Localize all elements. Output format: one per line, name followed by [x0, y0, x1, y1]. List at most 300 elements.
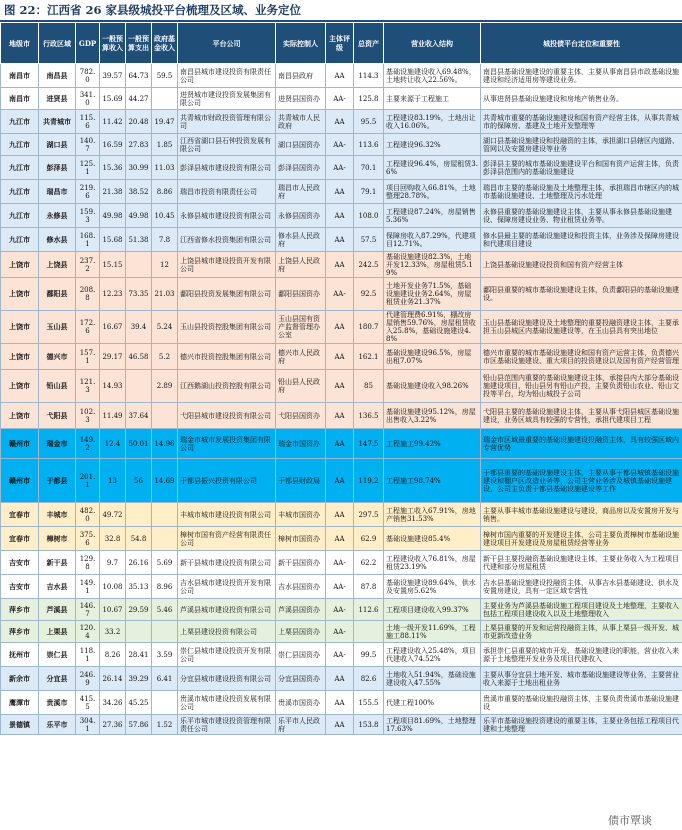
row-assets: 82.6 [354, 667, 384, 691]
row-assets: 112.6 [354, 599, 384, 621]
row-revenue-structure: 基础设施建设85.4% [384, 527, 481, 551]
row-revenue-structure: 基础设施建设95.12%，房屋出售收入3.22% [384, 403, 481, 429]
table-row [1, 643, 682, 667]
row-budget-expense: 29.59 [126, 599, 152, 621]
row-budget-expense: 38.52 [126, 180, 152, 204]
row-budget-revenue: 27.36 [100, 715, 126, 735]
row-fund-revenue: 21.03 [152, 278, 178, 311]
row-position: 承担崇仁县重要的城市开发、基础设施建设的职能，营业收入来源于土地整理开发业务及项目代建收入 [481, 643, 682, 667]
row-company: 于都县振兴投资有限公司 [178, 459, 276, 503]
row-assets: 57.5 [354, 228, 384, 252]
row-fund-revenue: 5.69 [152, 551, 178, 575]
header-rating: 主体评级 [326, 23, 354, 64]
row-assets: 125.8 [354, 88, 384, 110]
row-revenue-structure: 工程建设83.19%，土地出让收入16.06%。 [384, 110, 481, 134]
row-county: 铅山县 [39, 370, 76, 403]
table-row [1, 527, 682, 551]
row-county: 乐平市 [39, 715, 76, 735]
row-rating: AA [326, 459, 354, 503]
table-row [1, 551, 682, 575]
row-budget-revenue: 8.26 [100, 643, 126, 667]
row-position: 弋阳县主要的基础设施建设主体，主要从事弋阳县城区基础设施建设，业务区域具有较强的专营性，承担代建项目工程 [481, 403, 682, 429]
row-city: 上饶市 [1, 278, 39, 311]
row-county: 彭泽县 [39, 156, 76, 180]
row-budget-revenue: 14.93 [100, 370, 126, 403]
row-revenue-structure: 基础设施建设96.5%，房屋出租7.07% [384, 344, 481, 370]
row-fund-revenue: 11.03 [152, 156, 178, 180]
row-city: 上饶市 [1, 403, 39, 429]
row-fund-revenue [152, 403, 178, 429]
row-revenue-structure: 工程施工98.74% [384, 459, 481, 503]
row-controller: 德兴市人民政府 [276, 344, 326, 370]
row-position: 玉山县基础设施建设及土地整理的重要投融资建设主体，主要承担玉山县城区内基础设施建设等，在玉山县具有突出地位 [481, 311, 682, 344]
row-controller: 樟树市国资办 [276, 527, 326, 551]
row-rating: AA [326, 403, 354, 429]
row-fund-revenue: 1.52 [152, 715, 178, 735]
row-gdp: 129.8 [76, 551, 100, 575]
row-assets: 180.7 [354, 311, 384, 344]
row-gdp: 140.7 [76, 134, 100, 156]
row-position: 修水县最主要的基础设施建设和投资主体，业务涉及保障房建设和代建项目建设 [481, 228, 682, 252]
row-company: 江西鹅湖山投资控股有限公司 [178, 370, 276, 403]
row-company: 共青城市财政投资管理有限公司 [178, 110, 276, 134]
table-row [1, 344, 682, 370]
row-city: 九江市 [1, 134, 39, 156]
row-position: 鄱阳县重要的城市基础设施建设主体，负责鄱阳县的基础设施建设。 [481, 278, 682, 311]
row-company: 乐平市城市建设投资管理有限责任公司 [178, 715, 276, 735]
row-controller: 分宜县国资办 [276, 667, 326, 691]
row-fund-revenue [152, 88, 178, 110]
row-budget-expense: 45.25 [126, 691, 152, 715]
row-gdp: 237.2 [76, 252, 100, 278]
row-company: 贵溪市城市建设投资发展有限公司 [178, 691, 276, 715]
row-controller: 永修县国资办 [276, 204, 326, 228]
row-gdp: 115.6 [76, 110, 100, 134]
row-revenue-structure: 工程项目建设收入99.37% [384, 599, 481, 621]
row-position: 于都县重要的基础设施建设主体，主要从事于都县城镇基础设施建设和棚户区改造业务等，公司主营业务涉及城镇基础设施建设，公司主负责于都县基础设施建设等工作 [481, 459, 682, 503]
row-gdp: 146.7 [76, 599, 100, 621]
row-assets: 114.3 [354, 64, 384, 88]
row-county: 上栗县 [39, 621, 76, 643]
row-position: 上饶县基础设施建设投资和国有资产经营主体 [481, 252, 682, 278]
row-city: 景德镇 [1, 715, 39, 735]
row-controller: 瑞金市国资办 [276, 429, 326, 459]
row-city: 南昌市 [1, 64, 39, 88]
row-assets: 155.5 [354, 691, 384, 715]
row-county: 湖口县 [39, 134, 76, 156]
row-position: 共青城市重要的基础设施建设和国有资产经营主体，从事共青城市的保障房、基建及土地开发整理等 [481, 110, 682, 134]
row-company: 上饶县城市建设投资开发有限公司 [178, 252, 276, 278]
watermark-text: 债市覃谈 [608, 814, 652, 827]
row-city: 赣州市 [1, 459, 39, 503]
row-rating: AA [326, 370, 354, 403]
row-county: 分宜县 [39, 667, 76, 691]
row-gdp: 125.1 [76, 156, 100, 180]
row-gdp: 159.3 [76, 204, 100, 228]
row-assets: 62.2 [354, 551, 384, 575]
header-county: 行政区域 [39, 23, 76, 64]
row-rating: AA [326, 252, 354, 278]
table-row [1, 370, 682, 403]
row-gdp: 120.4 [76, 621, 100, 643]
row-position: 南昌县基础设施建设的重要主体，主要从事南昌县市政基础设施建设和经济适用房等建设业务。 [481, 64, 682, 88]
table-row [1, 599, 682, 621]
row-gdp: 375.6 [76, 527, 100, 551]
row-fund-revenue: 10.45 [152, 204, 178, 228]
row-position: 乐平市基础设施投资建设的重要主体，主要业务包括工程项目代建和土地整理 [481, 715, 682, 735]
row-position: 主要从事分宜县土地开发、城市基础设施建设等业务，主要营业收入来源于土地出租业务 [481, 667, 682, 691]
row-budget-expense: 44.27 [126, 88, 152, 110]
platform-table [0, 22, 682, 735]
row-county: 瑞昌市 [39, 180, 76, 204]
row-budget-expense: 37.64 [126, 403, 152, 429]
row-gdp: 246.9 [76, 667, 100, 691]
row-gdp: 118.1 [76, 643, 100, 667]
row-revenue-structure: 代建工程100% [384, 691, 481, 715]
row-company: 鄱阳县投资发展集团有限公司 [178, 278, 276, 311]
row-assets: 99.5 [354, 643, 384, 667]
row-budget-expense: 54.8 [126, 527, 152, 551]
row-rating: AA- [326, 621, 354, 643]
row-city: 九江市 [1, 110, 39, 134]
row-fund-revenue: 7.8 [152, 228, 178, 252]
row-budget-revenue: 32.8 [100, 527, 126, 551]
row-controller: 瑞昌市人民政府 [276, 180, 326, 204]
table-row [1, 503, 682, 527]
row-county: 丰城市 [39, 503, 76, 527]
row-budget-expense [126, 370, 152, 403]
row-assets: 79.1 [354, 180, 384, 204]
row-assets: 70.1 [354, 156, 384, 180]
row-county: 德兴市 [39, 344, 76, 370]
table-row [1, 204, 682, 228]
row-budget-expense: 27.83 [126, 134, 152, 156]
row-rating: AA [326, 429, 354, 459]
row-budget-revenue: 9.7 [100, 551, 126, 575]
row-budget-revenue: 10.67 [100, 599, 126, 621]
row-fund-revenue: 5.2 [152, 344, 178, 370]
row-budget-expense: 20.48 [126, 110, 152, 134]
figure-title: 图 22：江西省 26 家县级城投平台梳理及区域、业务定位 [0, 0, 682, 22]
row-revenue-structure: 工程施工收入67.91%，房地产销售31.53% [384, 503, 481, 527]
row-position: 上栗县重要的开发和运营投融资主体，从事上栗县一级开发、城市更新改造业务 [481, 621, 682, 643]
row-budget-revenue: 26.14 [100, 667, 126, 691]
header-assets: 总资产 [354, 23, 384, 64]
row-revenue-structure: 工程建设87.24%，房屋销售5.36% [384, 204, 481, 228]
row-fund-revenue: 59.5 [152, 64, 178, 88]
row-controller: 乐平市人民政府 [276, 715, 326, 735]
row-controller: 上饶县人民政府 [276, 252, 326, 278]
row-fund-revenue: 2.89 [152, 370, 178, 403]
row-revenue-structure: 保障房收入87.29%，代建项目12.71%。 [384, 228, 481, 252]
row-county: 永修县 [39, 204, 76, 228]
table-row [1, 691, 682, 715]
row-controller: 共青城市人民政府 [276, 110, 326, 134]
table-row [1, 180, 682, 204]
row-rating: AA- [326, 134, 354, 156]
row-budget-revenue: 15.15 [100, 252, 126, 278]
row-gdp: 208.8 [76, 278, 100, 311]
row-position: 主要业务为芦溪县基础设施工程项目建设及土地整理，主要收入包括工程项目建设收入以及土地整理收入 [481, 599, 682, 621]
row-revenue-structure: 主要来源于工程施工 [384, 88, 481, 110]
row-budget-expense: 56 [126, 459, 152, 503]
row-revenue-structure: 土地收入51.94%，基础设施建设收入47.55% [384, 667, 481, 691]
table-row [1, 278, 682, 311]
row-budget-revenue: 11.49 [100, 403, 126, 429]
row-revenue-structure: 项目回购收入66.81%，土地整理28.78%。 [384, 180, 481, 204]
row-city: 萍乡市 [1, 599, 39, 621]
row-revenue-structure: 工程建设96.4%，房屋租赁3.6% [384, 156, 481, 180]
row-assets: 113.6 [354, 134, 384, 156]
row-company: 吉水县城市建设投资开发有限公司 [178, 575, 276, 599]
row-budget-revenue: 15.36 [100, 156, 126, 180]
row-gdp: 168.1 [76, 228, 100, 252]
table-row [1, 88, 682, 110]
row-fund-revenue: 5.24 [152, 311, 178, 344]
row-revenue-structure: 工程建设收入76.81%，房屋租赁23.19% [384, 551, 481, 575]
row-gdp: 782.0 [76, 64, 100, 88]
row-revenue-structure: 工程建设96.32% [384, 134, 481, 156]
row-city: 赣州市 [1, 429, 39, 459]
row-position: 德兴市重要的城市基础设施建设和国有资产运营主体，负责德兴市区基础设施建设、重大项目的投资建设以及国有资产经营管理 [481, 344, 682, 370]
row-fund-revenue: 8.86 [152, 180, 178, 204]
row-assets: 62.9 [354, 527, 384, 551]
row-gdp: 157.1 [76, 344, 100, 370]
row-gdp: 219.6 [76, 180, 100, 204]
row-fund-revenue [152, 527, 178, 551]
row-gdp: 304.1 [76, 715, 100, 735]
row-position: 贵溪市重要的基础设施投融资主体，主要负责贵溪市基础设施建设 [481, 691, 682, 715]
row-controller: 彭泽县国资办 [276, 156, 326, 180]
row-controller: 玉山县国有资产监督管理办公室 [276, 311, 326, 344]
row-revenue-structure: 土地一级开发11.69%，工程施工88.11% [384, 621, 481, 643]
row-budget-revenue: 34.26 [100, 691, 126, 715]
row-controller: 丰城市国资办 [276, 503, 326, 527]
table-row [1, 228, 682, 252]
row-rating: AA [326, 311, 354, 344]
table-row [1, 621, 682, 643]
row-fund-revenue [152, 503, 178, 527]
row-revenue-structure: 基础设施建设89.64%，供水及安置房5.62% [384, 575, 481, 599]
row-gdp: 482.0 [76, 503, 100, 527]
row-gdp: 149.2 [76, 429, 100, 459]
row-assets: 297.5 [354, 503, 384, 527]
row-position: 瑞昌市主要的基础设施及土地整理主体，承担瑞昌市辖区内的城市基础设施建设、土地整理及污水处理 [481, 180, 682, 204]
row-budget-expense: 57.86 [126, 715, 152, 735]
row-assets: 153.8 [354, 715, 384, 735]
row-controller: 南昌县政府 [276, 64, 326, 88]
row-city: 南昌市 [1, 88, 39, 110]
row-company: 弋阳县城市建设投资有限公司 [178, 403, 276, 429]
row-city: 宜春市 [1, 527, 39, 551]
header-revenue-structure: 营业收入结构 [384, 23, 481, 64]
row-company: 樟树市国有资产经营有限责任公司 [178, 527, 276, 551]
table-row [1, 110, 682, 134]
row-gdp: 172.6 [76, 311, 100, 344]
row-assets: 136.5 [354, 403, 384, 429]
row-budget-expense: 46.58 [126, 344, 152, 370]
row-rating: AA [326, 110, 354, 134]
row-assets: 85 [354, 370, 384, 403]
row-fund-revenue: 12 [152, 252, 178, 278]
row-rating: AA [326, 503, 354, 527]
row-controller: 进贤县国资办 [276, 88, 326, 110]
row-county: 崇仁县 [39, 643, 76, 667]
row-position: 吉水县基础设施建设投融资主体，从事吉水县基础建设、供水及安置房建设，具有一定区域专营性 [481, 575, 682, 599]
row-budget-expense: 50.01 [126, 429, 152, 459]
row-budget-revenue: 49.98 [100, 204, 126, 228]
row-rating: AA [326, 344, 354, 370]
table-row [1, 403, 682, 429]
row-city: 新余市 [1, 667, 39, 691]
row-budget-expense: 28.41 [126, 643, 152, 667]
row-budget-revenue: 16.59 [100, 134, 126, 156]
row-budget-expense: 64.73 [126, 64, 152, 88]
row-fund-revenue: 14.69 [152, 459, 178, 503]
row-city: 九江市 [1, 180, 39, 204]
row-revenue-structure: 工程建设收入25.48%，项目代建收入74.52% [384, 643, 481, 667]
row-budget-revenue: 13 [100, 459, 126, 503]
header-city: 地级市 [1, 23, 39, 64]
row-assets: 242.5 [354, 252, 384, 278]
row-budget-expense: 39.4 [126, 311, 152, 344]
row-rating: AA [326, 527, 354, 551]
row-rating: AA [326, 228, 354, 252]
row-rating: AA- [326, 575, 354, 599]
row-fund-revenue: 19.47 [152, 110, 178, 134]
row-city: 九江市 [1, 228, 39, 252]
row-city: 上饶市 [1, 370, 39, 403]
row-budget-revenue: 15.68 [100, 228, 126, 252]
row-controller: 于都县财政局 [276, 459, 326, 503]
row-gdp: 341.0 [76, 88, 100, 110]
row-city: 上饶市 [1, 344, 39, 370]
row-city: 九江市 [1, 156, 39, 180]
row-fund-revenue: 14.96 [152, 429, 178, 459]
table-row [1, 667, 682, 691]
row-gdp: 149.1 [76, 575, 100, 599]
row-gdp: 121.3 [76, 370, 100, 403]
row-budget-revenue: 16.67 [100, 311, 126, 344]
row-fund-revenue: 3.59 [152, 643, 178, 667]
row-county: 修水县 [39, 228, 76, 252]
row-city: 鹰潭市 [1, 691, 39, 715]
row-company: 南昌县城市建设投资有限责任公司 [178, 64, 276, 88]
row-gdp: 201.1 [76, 459, 100, 503]
row-company: 永修县城市建设投资有限公司 [178, 204, 276, 228]
row-assets: 92.5 [354, 278, 384, 311]
row-controller: 吉水县国资办 [276, 575, 326, 599]
row-budget-revenue: 12.4 [100, 429, 126, 459]
row-company: 玉山县投资控股集团有限公司 [178, 311, 276, 344]
row-rating: AA [326, 667, 354, 691]
row-gdp: 415.5 [76, 691, 100, 715]
row-rating: AA [326, 204, 354, 228]
row-city: 宜春市 [1, 503, 39, 527]
row-budget-revenue: 21.38 [100, 180, 126, 204]
row-budget-revenue: 39.57 [100, 64, 126, 88]
row-city: 吉安市 [1, 575, 39, 599]
row-position: 湖口县基础设施建设和投融资的主体，承担湖口县辖区内道路、管网以及安置房建设等业务 [481, 134, 682, 156]
row-company: 芦溪县城市建设投资有限公司 [178, 599, 276, 621]
row-budget-revenue: 49.72 [100, 503, 126, 527]
row-rating: AA- [326, 278, 354, 311]
row-revenue-structure: 工程施工99.42% [384, 429, 481, 459]
row-controller: 弋阳县国资办 [276, 403, 326, 429]
row-fund-revenue: 8.96 [152, 575, 178, 599]
row-county: 玉山县 [39, 311, 76, 344]
row-county: 樟树市 [39, 527, 76, 551]
row-city: 九江市 [1, 204, 39, 228]
row-rating: AA- [326, 643, 354, 667]
row-assets: 108.0 [354, 204, 384, 228]
row-fund-revenue [152, 691, 178, 715]
row-revenue-structure: 基础设施建设82.3%，土地开发12.33%，房屋租赁5.19% [384, 252, 481, 278]
row-position: 铅山县范围内重要的基础设施建设主体，承接县内大部分基础设施建设项目，铅山县另有铅山产投，主要负责铅山农业、铅山文投等平台，均为铅山城投子公司 [481, 370, 682, 403]
row-controller: 鄱阳县国资办 [276, 278, 326, 311]
header-company: 平台公司 [178, 23, 276, 64]
row-position: 新干县主要投融资基础设施建设主体，主要业务收入为工程项目代建和部分房屋租赁 [481, 551, 682, 575]
table-row [1, 252, 682, 278]
row-budget-expense: 30.99 [126, 156, 152, 180]
row-company: 新干县城市建设投资有限公司 [178, 551, 276, 575]
header-position: 城投债平台定位和重要性 [481, 23, 682, 64]
row-controller: 芦溪县国资办 [276, 599, 326, 621]
header-gdp: GDP [76, 23, 100, 64]
row-budget-revenue: 12.23 [100, 278, 126, 311]
row-rating: AA [326, 180, 354, 204]
row-gdp: 102.3 [76, 403, 100, 429]
row-budget-expense: 51.38 [126, 228, 152, 252]
row-county: 于都县 [39, 459, 76, 503]
row-rating: AA- [326, 551, 354, 575]
row-position: 瑞金市区域最重要的基础设施建设投融资主体，具有较强区域内专营优势 [481, 429, 682, 459]
table-row [1, 134, 682, 156]
row-position: 彭泽县主要的城市基础设施建设平台和国有资产运营主体，负责彭泽县范围内的基础设施建设 [481, 156, 682, 180]
row-company: 德兴市投资控股集团有限公司 [178, 344, 276, 370]
row-position: 樟树市国内重要的开发建设主体，公司主要负责樟树市基础设施建设项目开发建设及房屋租赁经营等业务 [481, 527, 682, 551]
row-controller: 崇仁县国资办 [276, 643, 326, 667]
row-assets: 119.2 [354, 459, 384, 503]
row-county: 新干县 [39, 551, 76, 575]
row-budget-expense [126, 621, 152, 643]
table-row [1, 311, 682, 344]
row-city: 抚州市 [1, 643, 39, 667]
row-controller: 贵溪市国资办 [276, 691, 326, 715]
row-budget-expense: 49.98 [126, 204, 152, 228]
row-company: 彭泽县城市建设投资有限公司 [178, 156, 276, 180]
row-city: 上饶市 [1, 311, 39, 344]
row-rating: AA- [326, 88, 354, 110]
table-row [1, 459, 682, 503]
row-fund-revenue [152, 621, 178, 643]
row-budget-expense: 73.35 [126, 278, 152, 311]
row-revenue-structure: 工程项目81.69%，土地整理17.63% [384, 715, 481, 735]
row-budget-expense: 26.16 [126, 551, 152, 575]
row-company: 丰城市城市建设投资有限公司 [178, 503, 276, 527]
row-controller: 新干县国资办 [276, 551, 326, 575]
row-budget-revenue: 11.42 [100, 110, 126, 134]
header-budget-revenue: 一般预算收入 [100, 23, 126, 64]
row-controller: 上栗县国资办 [276, 621, 326, 643]
row-county: 进贤县 [39, 88, 76, 110]
row-revenue-structure: 基础设施建设收入69.48%，土地转让收入22.56%。 [384, 64, 481, 88]
row-company: 江西省湖口县石钟投资发展有限公司 [178, 134, 276, 156]
row-company: 崇仁县城市建设投资开发有限公司 [178, 643, 276, 667]
table-row [1, 429, 682, 459]
row-budget-expense: 39.29 [126, 667, 152, 691]
row-budget-revenue: 15.69 [100, 88, 126, 110]
